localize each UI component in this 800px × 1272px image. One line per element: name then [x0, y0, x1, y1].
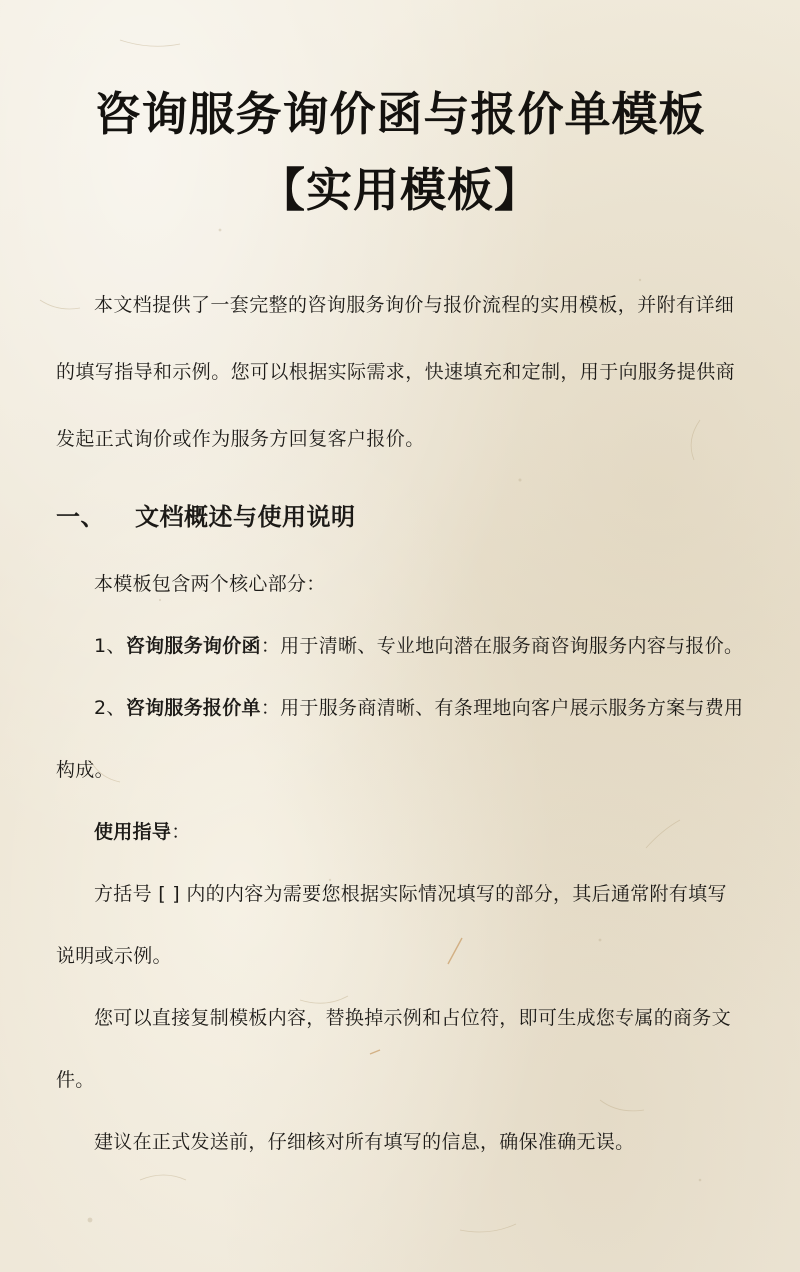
- component-item-2: [56, 677, 744, 801]
- usage-guide-label: [56, 801, 744, 863]
- usage-guide-label-text: 使用指导: [94, 821, 172, 843]
- component-item-2-text: ：用于服务商清晰、有条理地向客户展示服务方案与费用构成。: [56, 697, 744, 781]
- component-item-2-prefix: 2、: [94, 697, 126, 719]
- components-paragraph: 本模板包含两个核心部分：: [94, 573, 326, 595]
- section-1-heading: [56, 487, 744, 547]
- usage-guide-paragraph-3: 建议在正式发送前，仔细核对所有填写的信息，确保准确无误。: [94, 1131, 635, 1153]
- component-item-2-bold: 咨询服务报价单: [125, 697, 261, 719]
- document-title: [56, 76, 744, 228]
- component-item-1-bold: 咨询服务询价函: [125, 635, 261, 657]
- intro-paragraph: 本文档提供了一套完整的咨询服务询价与报价流程的实用模板，并附有详细的填写指导和示例。您可以根据实际需求，快速填充和定制，用于向服务提供商发起正式询价或作为服务方回复客户报价。: [56, 294, 736, 450]
- title-line-2: 【实用模板】: [259, 163, 541, 217]
- title-line-1: 咨询服务询价函与报价单模板: [94, 87, 706, 141]
- component-item-1-prefix: 1、: [94, 635, 126, 657]
- usage-guide-paragraph-1: 方括号 [ ] 内的内容为需要您根据实际情况填写的部分，其后通常附有填写说明或示例。: [56, 883, 727, 967]
- section-1-title: 文档概述与使用说明: [135, 503, 356, 531]
- usage-guide-paragraph-2: 您可以直接复制模板内容，替换掉示例和占位符，即可生成您专属的商务文件。: [56, 1007, 731, 1091]
- component-item-1: [56, 615, 744, 677]
- component-item-1-text: ：用于清晰、专业地向潜在服务商咨询服务内容与报价。: [260, 635, 744, 657]
- usage-guide-colon: ：: [171, 821, 191, 843]
- section-1-number: 一、: [56, 503, 105, 531]
